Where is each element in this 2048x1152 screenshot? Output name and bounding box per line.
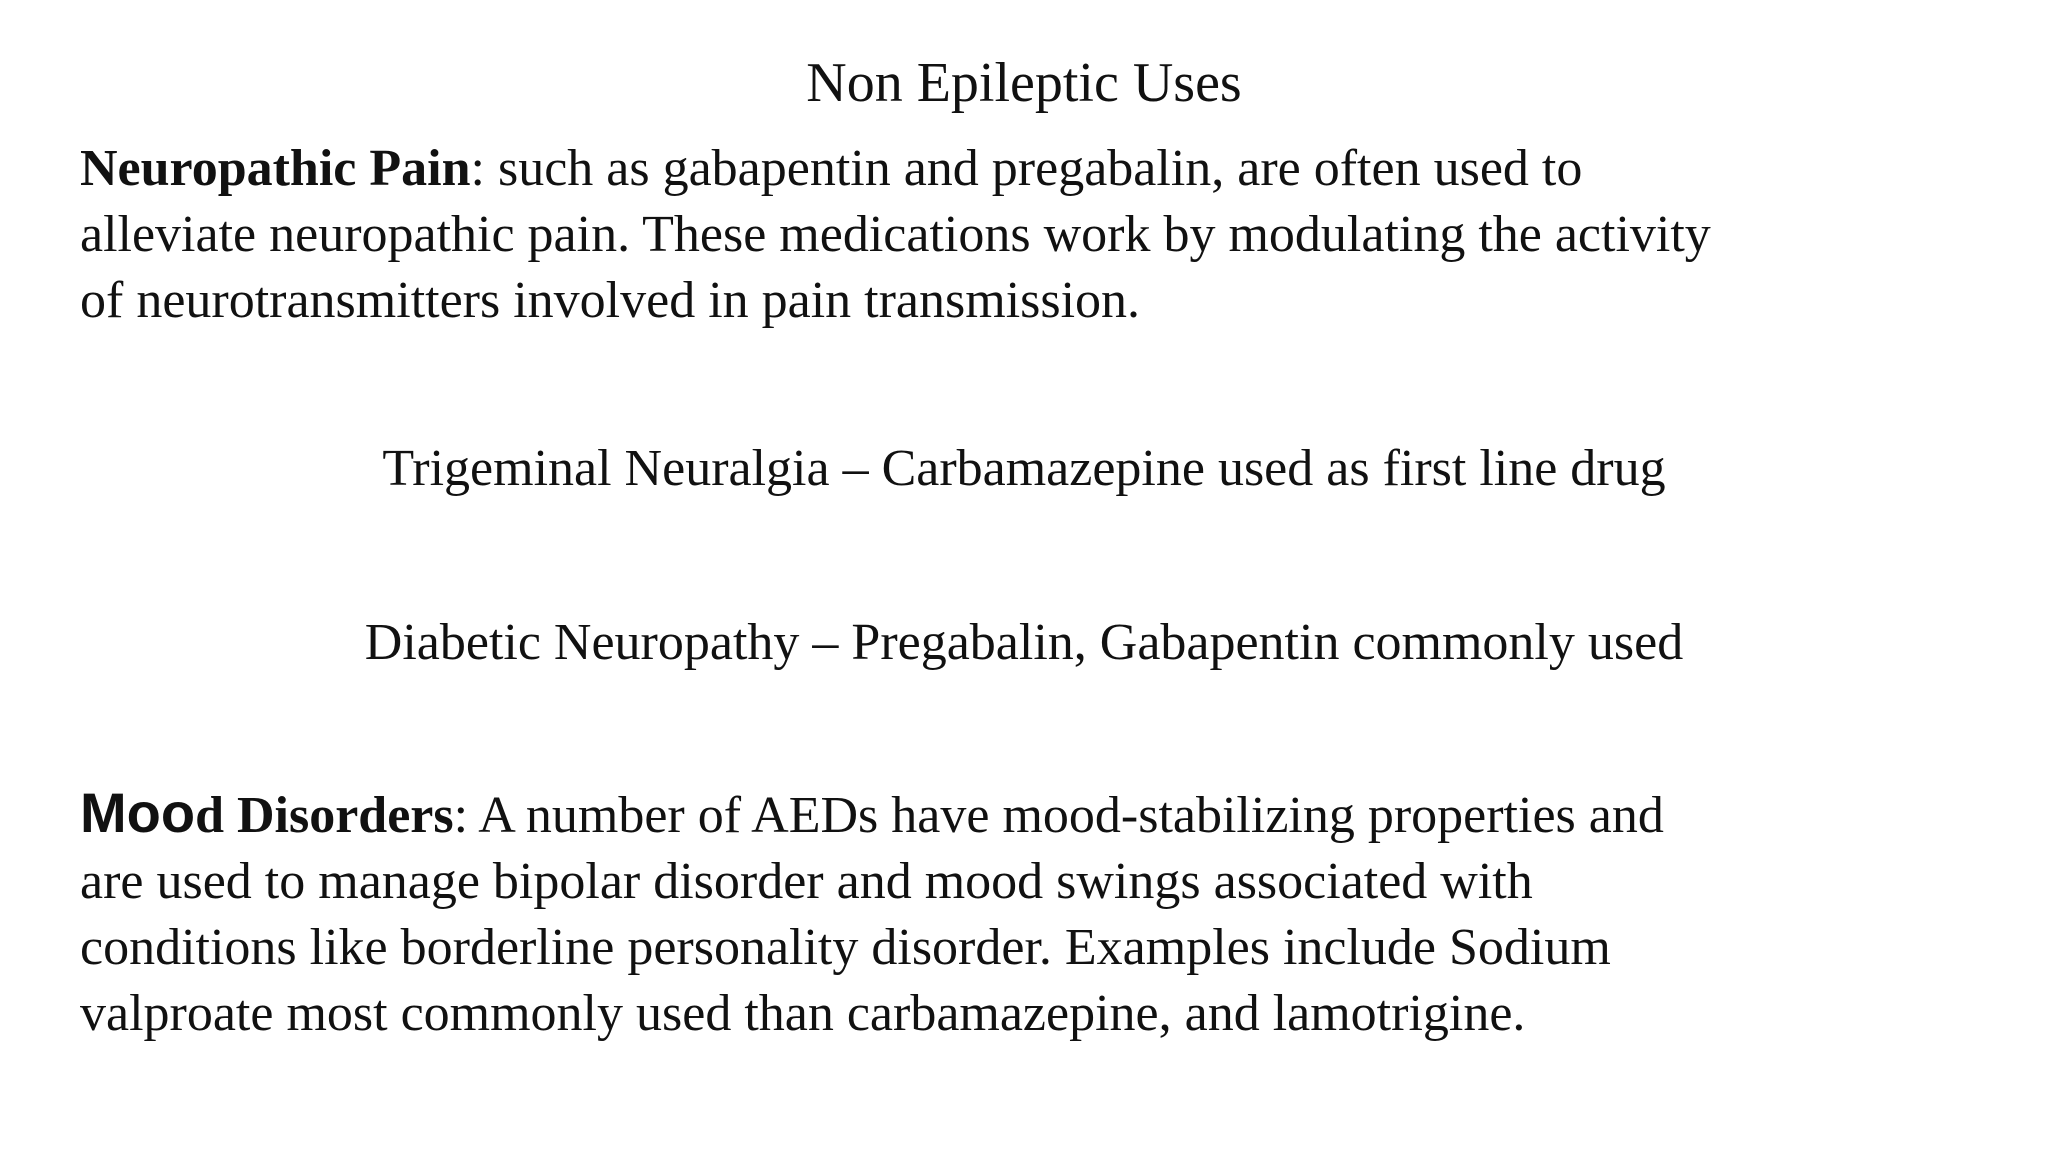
mood-text-1: : A number of AEDs have mood-stabilizing properties and bbox=[453, 787, 1664, 844]
neuropathic-text-1: : such as gabapentin and pregabalin, are often used to bbox=[470, 140, 1583, 197]
mood-line-1 bbox=[80, 780, 2020, 849]
trigeminal-neuralgia-line: Trigeminal Neuralgia – Carbamazepine used as first line drug bbox=[382, 440, 1666, 497]
mood-disorders-paragraph bbox=[80, 780, 2020, 1047]
neuropathic-pain-paragraph bbox=[80, 136, 2020, 334]
diabetic-neuropathy-line: Diabetic Neuropathy – Pregabalin, Gabapentin commonly used bbox=[364, 614, 1684, 671]
mood-heading-part-1: Moo bbox=[80, 781, 196, 844]
neuropathic-line-1 bbox=[80, 136, 2020, 202]
neuropathic-line-2: alleviate neuropathic pain. These medications work by modulating the activity bbox=[80, 206, 1711, 263]
mood-line-3: conditions like borderline personality disorder. Examples include Sodium bbox=[80, 919, 1611, 976]
mood-line-4: valproate most commonly used than carbamazepine, and lamotrigine. bbox=[80, 985, 1526, 1042]
mood-heading-part-2: d Disorders bbox=[195, 787, 454, 844]
slide-title: Non Epileptic Uses bbox=[806, 52, 1242, 114]
neuropathic-line-3: of neurotransmitters involved in pain transmission. bbox=[80, 272, 1141, 329]
mood-line-2: are used to manage bipolar disorder and mood swings associated with bbox=[80, 853, 1533, 910]
neuropathic-pain-heading: Neuropathic Pain bbox=[80, 140, 471, 197]
